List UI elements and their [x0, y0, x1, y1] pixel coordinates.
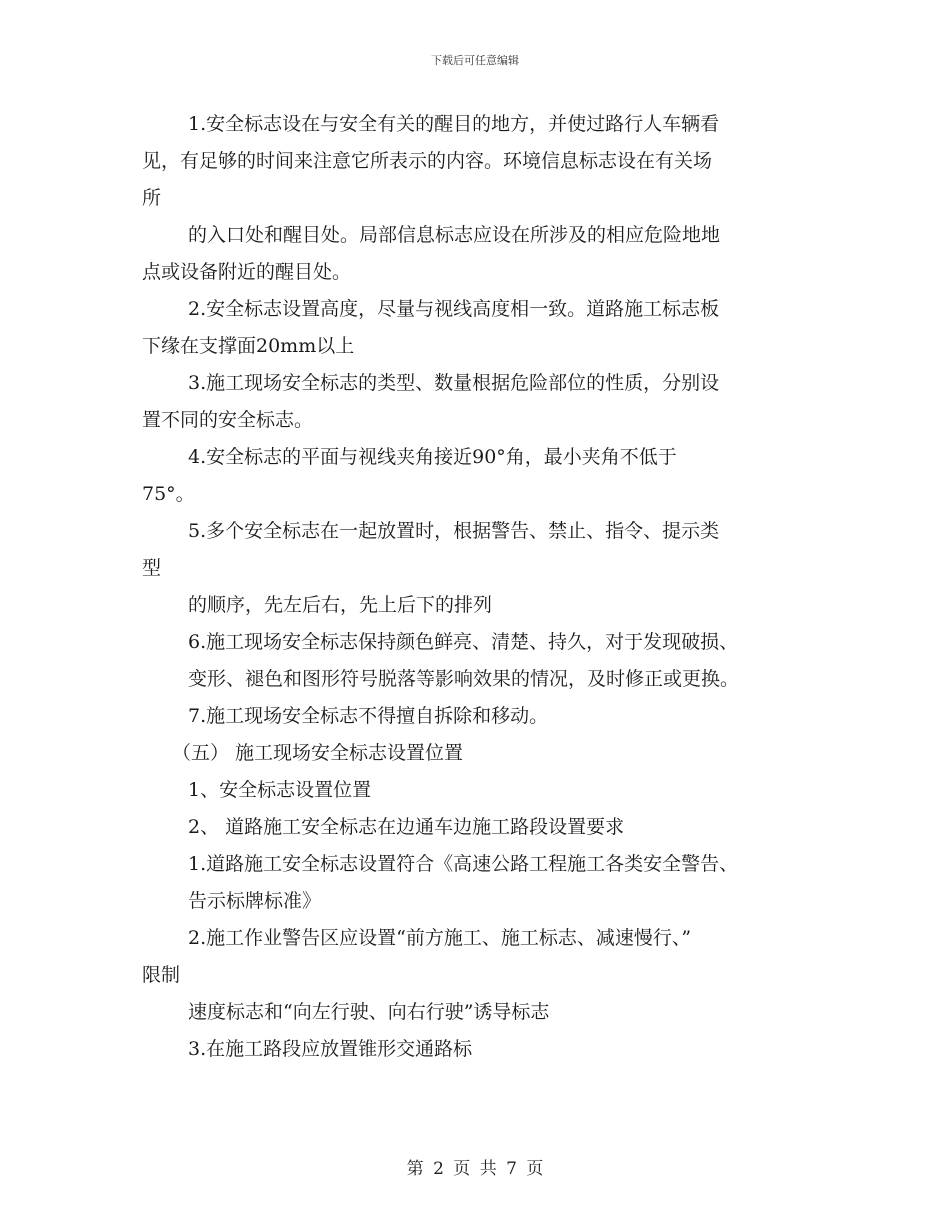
document-body: [142, 106, 822, 1068]
paragraph-line: 2.施工作业警告区应设置“前方施工、施工标志、减速慢行、”: [188, 927, 692, 949]
paragraph-line: 限制: [142, 964, 181, 986]
paragraph-line: 点或设备附近的醒目处。: [142, 261, 352, 283]
paragraph-line: 速度标志和“向左行驶、向右行驶”诱导标志: [188, 1001, 550, 1023]
paragraph-line: 所: [142, 187, 162, 209]
subsection-heading: 1、安全标志设置位置: [188, 779, 372, 801]
paragraph-line: 下缘在支撑面20mm以上: [142, 335, 355, 357]
paragraph-line: 6.施工现场安全标志保持颜色鲜亮、清楚、持久，对于发现破损、: [188, 631, 739, 653]
paragraph-line: 1.安全标志设在与安全有关的醒目的地方，并使过路行人车辆看: [188, 113, 720, 135]
paragraph-line: 1.道路施工安全标志设置符合《高速公路工程施工各类安全警告、: [188, 853, 739, 875]
paragraph-line: 型: [142, 557, 162, 579]
paragraph-line: 3.施工现场安全标志的类型、数量根据危险部位的性质，分别设: [188, 372, 720, 394]
page-number-footer: 第 2 页 共 7 页: [406, 1159, 544, 1179]
paragraph-line: 5.多个安全标志在一起放置时，根据警告、禁止、指令、提示类: [188, 520, 720, 542]
section-heading: （五） 施工现场安全标志设置位置: [172, 742, 464, 764]
paragraph-line: 7.施工现场安全标志不得擅自拆除和移动。: [188, 705, 549, 727]
paragraph-line: 的顺序，先左后右，先上后下的排列: [188, 594, 493, 616]
paragraph-line: 见，有足够的时间来注意它所表示的内容。环境信息标志设在有关场: [142, 150, 713, 172]
paragraph-line: 4.安全标志的平面与视线夹角接近90°角，最小夹角不低于: [188, 446, 677, 468]
paragraph-line: 变形、褪色和图形符号脱落等影响效果的情况，及时修正或更换。: [188, 668, 740, 690]
page-header: 下载后可任意编辑: [431, 54, 519, 67]
paragraph-line: 2.安全标志设置高度，尽量与视线高度相一致。道路施工标志板: [188, 298, 720, 320]
subsection-heading: 2、 道路施工安全标志在边通车边施工路段设置要求: [188, 816, 625, 838]
paragraph-line: 告示标牌标准》: [188, 890, 322, 912]
paragraph-line: 75°。: [142, 483, 195, 505]
paragraph-line: 置不同的安全标志。: [142, 409, 314, 431]
paragraph-line: 的入口处和醒目处。局部信息标志应设在所涉及的相应危险地地: [188, 224, 721, 246]
paragraph-line: 3.在施工路段应放置锥形交通路标: [188, 1038, 473, 1060]
